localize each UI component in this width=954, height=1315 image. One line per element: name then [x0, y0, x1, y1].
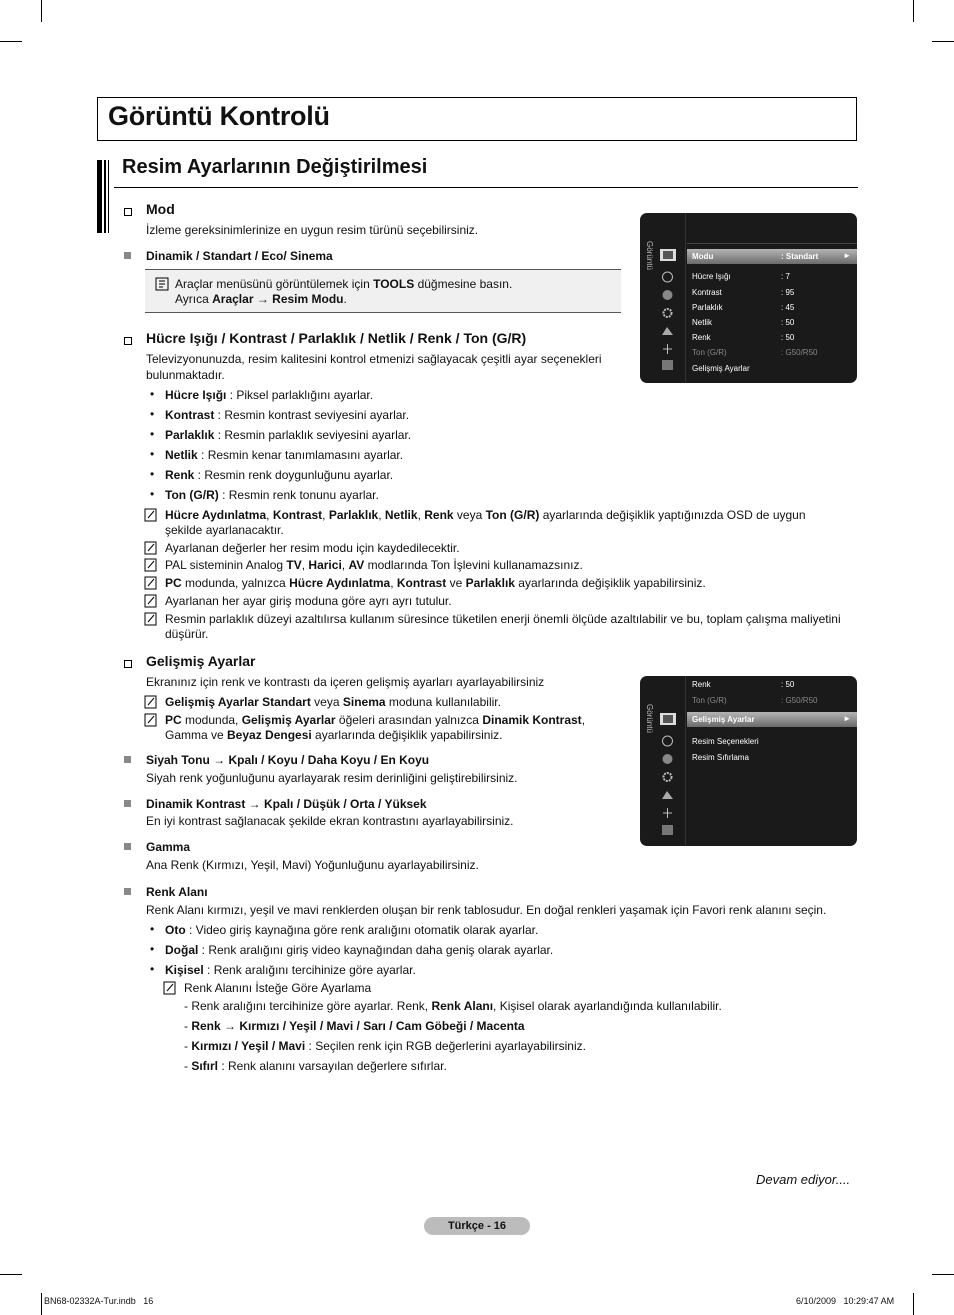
- dash-item-2: - Renk → Kırmızı / Yeşil / Mavi / Sarı / Cam Göbeği / Macenta: [184, 1019, 525, 1033]
- bullet-icon: •: [150, 427, 155, 441]
- siyah-heading: Siyah Tonu → Kpalı / Koyu / Daha Koyu / En Koyu: [146, 753, 430, 767]
- footer-left: BN68-02332A-Tur.indb 16: [44, 1296, 154, 1306]
- page-number: Türkçe - 16: [424, 1217, 530, 1235]
- hucre-note-2: Ayarlanan değerler her resim modu için kaydedilecektir.: [165, 541, 460, 555]
- tools-note-box: [145, 269, 621, 313]
- section-rule: [114, 187, 858, 188]
- osd-vertical-label: Görüntü: [645, 704, 654, 733]
- osd-row-advanced[interactable]: Gelişmiş Ayarlar ►: [687, 712, 857, 727]
- crop-mark: [932, 41, 954, 42]
- channel-icon: [661, 753, 674, 765]
- note-icon: [163, 981, 177, 995]
- dash-item-4: - Sıfırl : Renk alanını varsayılan değerlere sıfırlar.: [184, 1059, 447, 1073]
- input-icon: [661, 789, 674, 801]
- siyah-desc: Siyah renk yoğunluğunu ayarlayarak resim derinliğini geliştirebilirsiniz.: [146, 771, 518, 785]
- dk-desc: En iyi kontrast sağlanacak şekilde ekran kontrastını ayarlayabilirsiniz.: [146, 814, 514, 828]
- tools-line-2: Ayrıca Araçlar → Resim Modu.: [175, 292, 347, 306]
- gamma-heading: Gamma: [146, 840, 191, 854]
- crop-mark: [41, 1293, 42, 1315]
- tools-icon: [155, 277, 169, 291]
- osd-row-cell-light[interactable]: Hücre Işığı : 7: [692, 272, 790, 281]
- hucre-heading: Hücre Işığı / Kontrast / Parlaklık / Netlik / Renk / Ton (G/R): [146, 330, 527, 346]
- note-icon: [144, 558, 158, 572]
- input-icon: [661, 325, 674, 337]
- bullet-icon: •: [150, 942, 155, 956]
- hucre-bullet: Kontrast : Resmin kontrast seviyesini ayarlar.: [165, 408, 410, 422]
- osd-row-mode[interactable]: Modu : Standart ►: [687, 249, 857, 264]
- renk-bullet: Oto : Video giriş kaynağına göre renk aralığını otomatik olarak ayarlar.: [165, 923, 539, 937]
- support-icon: [661, 824, 674, 836]
- tools-line-1: Araçlar menüsünü görüntülemek için TOOLS düğmesine basın.: [175, 277, 513, 291]
- osd-row-tint[interactable]: Ton (G/R) : G50/R50: [692, 348, 818, 357]
- kisisel-note: Renk Alanını İsteğe Göre Ayarlama: [184, 981, 372, 995]
- gelismis-desc: Ekranınız için renk ve kontrastı da içeren gelişmiş ayarları ayarlayabilirsiniz: [146, 675, 545, 689]
- setup-icon: [661, 771, 674, 783]
- dash-item-3: - Kırmızı / Yeşil / Mavi : Seçilen renk için RGB değerlerini ayarlayabilirsiniz.: [184, 1039, 586, 1053]
- bullet-icon: •: [150, 407, 155, 421]
- renk-bullet: Kişisel : Renk aralığını tercihinize göre ayarlar.: [165, 963, 416, 977]
- square-bullet-icon: [124, 756, 131, 763]
- bullet-icon: •: [150, 962, 155, 976]
- gelismis-note-1: Gelişmiş Ayarlar Standart veya Sinema moduna kullanılabilir.: [165, 695, 501, 709]
- osd-row-picture-reset[interactable]: Resim Sıfırlama: [692, 753, 749, 762]
- bullet-icon: •: [150, 487, 155, 501]
- osd-vertical-label: Görüntü: [645, 241, 654, 270]
- osd-row-advanced[interactable]: Gelişmiş Ayarlar: [692, 364, 750, 373]
- osd-menu-picture-mode: [640, 213, 857, 383]
- mod-heading: Mod: [146, 201, 175, 217]
- chapter-header: [97, 97, 857, 141]
- checkbox-bullet-icon: [124, 660, 132, 668]
- continued-label: Devam ediyor....: [756, 1172, 851, 1187]
- setup-icon: [661, 307, 674, 319]
- hucre-note-1-line-2: şekilde ayarlanacaktır.: [165, 523, 284, 537]
- osd-menu-advanced: [640, 676, 857, 846]
- crop-mark: [913, 1293, 914, 1315]
- hucre-desc-1: Televizyonunuzda, resim kalitesini kontrol etmenizi sağlayacak çeşitli ayar seçenekleri: [146, 352, 602, 366]
- osd-row-sharpness[interactable]: Netlik : 50: [692, 318, 795, 327]
- section-marker: [97, 160, 110, 233]
- crop-mark: [41, 0, 42, 22]
- note-icon: [144, 576, 158, 590]
- application-icon: [661, 807, 674, 819]
- note-icon: [144, 508, 158, 522]
- crop-mark: [0, 1274, 22, 1275]
- osd-row-color[interactable]: Renk : 50: [692, 680, 795, 689]
- hucre-bullet: Netlik : Resmin kenar tanımlamasını ayarlar.: [165, 448, 404, 462]
- footer-right: 6/10/2009 10:29:47 AM: [796, 1296, 895, 1306]
- support-icon: [661, 359, 674, 371]
- picture-icon: [660, 713, 676, 725]
- square-bullet-icon: [124, 252, 131, 259]
- note-icon: [144, 612, 158, 626]
- hucre-note-3: PAL sisteminin Analog TV, Harici, AV modlarında Ton İşlevini kullanamazsınız.: [165, 558, 583, 572]
- arrow-right-icon: ►: [843, 714, 851, 723]
- application-icon: [661, 343, 674, 355]
- hucre-desc-2: bulunmaktadır.: [146, 368, 225, 382]
- bullet-icon: •: [150, 387, 155, 401]
- hucre-bullet: Parlaklık : Resmin parlaklık seviyesini ayarlar.: [165, 428, 412, 442]
- bullet-icon: •: [150, 447, 155, 461]
- osd-row-contrast[interactable]: Kontrast : 95: [692, 288, 795, 297]
- mod-options: Dinamik / Standart / Eco/ Sinema: [146, 249, 333, 263]
- crop-mark: [932, 1274, 954, 1275]
- gelismis-note-2-line-2: Gamma ve Beyaz Dengesi ayarlarında değişiklik yapabilirsiniz.: [165, 728, 503, 742]
- picture-icon: [660, 249, 676, 261]
- section-title: Resim Ayarlarının Değiştirilmesi: [122, 156, 428, 178]
- osd-row-picture-options[interactable]: Resim Seçenekleri: [692, 737, 759, 746]
- mod-description: İzleme gereksinimlerinize en uygun resim türünü seçebilirsiniz.: [146, 223, 479, 237]
- sound-icon: [661, 271, 674, 283]
- dash-item-1: - Renk aralığını tercihinize göre ayarlar. Renk, Renk Alanı, Kişisel olarak ayarlandığında kullanılabilir.: [184, 999, 722, 1013]
- hucre-bullet: Hücre Işığı : Piksel parlaklığını ayarlar.: [165, 388, 374, 402]
- arrow-right-icon: ►: [843, 251, 851, 260]
- hucre-note-6: Resmin parlaklık düzeyi azaltılırsa kullanım süresince tüketilen enerji önemli ölçüde azaltılabilir ve bu, toplam çalışma maliyetini: [165, 612, 841, 626]
- bullet-icon: •: [150, 922, 155, 936]
- note-icon: [144, 695, 158, 709]
- hucre-note-1: Hücre Aydınlatma, Kontrast, Parlaklık, Netlik, Renk veya Ton (G/R) ayarlarında değişiklik yaptığınızda OSD de uygun: [165, 508, 806, 522]
- note-icon: [144, 594, 158, 608]
- gelismis-note-2: PC modunda, Gelişmiş Ayarlar öğeleri arasından yalnızca Dinamik Kontrast,: [165, 713, 586, 727]
- osd-row-color[interactable]: Renk : 50: [692, 333, 795, 342]
- renk-bullet: Doğal : Renk aralığını giriş video kaynağından daha geniş olarak ayarlar.: [165, 943, 554, 957]
- hucre-note-5: Ayarlanan her ayar giriş moduna göre ayrı ayrı tutulur.: [165, 594, 452, 608]
- renk-heading: Renk Alanı: [146, 885, 208, 899]
- osd-row-tint[interactable]: Ton (G/R) : G50/R50: [692, 696, 818, 705]
- square-bullet-icon: [124, 888, 131, 895]
- checkbox-bullet-icon: [124, 208, 132, 216]
- osd-divider: [687, 243, 857, 244]
- checkbox-bullet-icon: [124, 337, 132, 345]
- hucre-bullet: Ton (G/R) : Resmin renk tonunu ayarlar.: [165, 488, 379, 502]
- hucre-note-4: PC modunda, yalnızca Hücre Aydınlatma, Kontrast ve Parlaklık ayarlarında değişiklik yapabilirsiniz.: [165, 576, 706, 590]
- channel-icon: [661, 289, 674, 301]
- square-bullet-icon: [124, 843, 131, 850]
- hucre-note-6-line-2: düşürür.: [165, 627, 209, 641]
- chapter-title: Görüntü Kontrolü: [108, 101, 330, 131]
- osd-row-brightness[interactable]: Parlaklık : 45: [692, 303, 795, 312]
- hucre-bullet: Renk : Resmin renk doygunluğunu ayarlar.: [165, 468, 394, 482]
- note-icon: [144, 713, 158, 727]
- gamma-desc: Ana Renk (Kırmızı, Yeşil, Mavi) Yoğunluğunu ayarlayabilirsiniz.: [146, 858, 479, 872]
- dk-heading: Dinamik Kontrast → Kpalı / Düşük / Orta / Yüksek: [146, 797, 427, 811]
- square-bullet-icon: [124, 800, 131, 807]
- crop-mark: [913, 0, 914, 22]
- crop-mark: [0, 41, 22, 42]
- sound-icon: [661, 735, 674, 747]
- note-icon: [144, 541, 158, 555]
- renk-desc: Renk Alanı kırmızı, yeşil ve mavi renklerden oluşan bir renk tablosudur. En doğal renkleri yaşamak için Favori renk alanını seçin.: [146, 903, 827, 917]
- gelismis-heading: Gelişmiş Ayarlar: [146, 653, 256, 669]
- bullet-icon: •: [150, 467, 155, 481]
